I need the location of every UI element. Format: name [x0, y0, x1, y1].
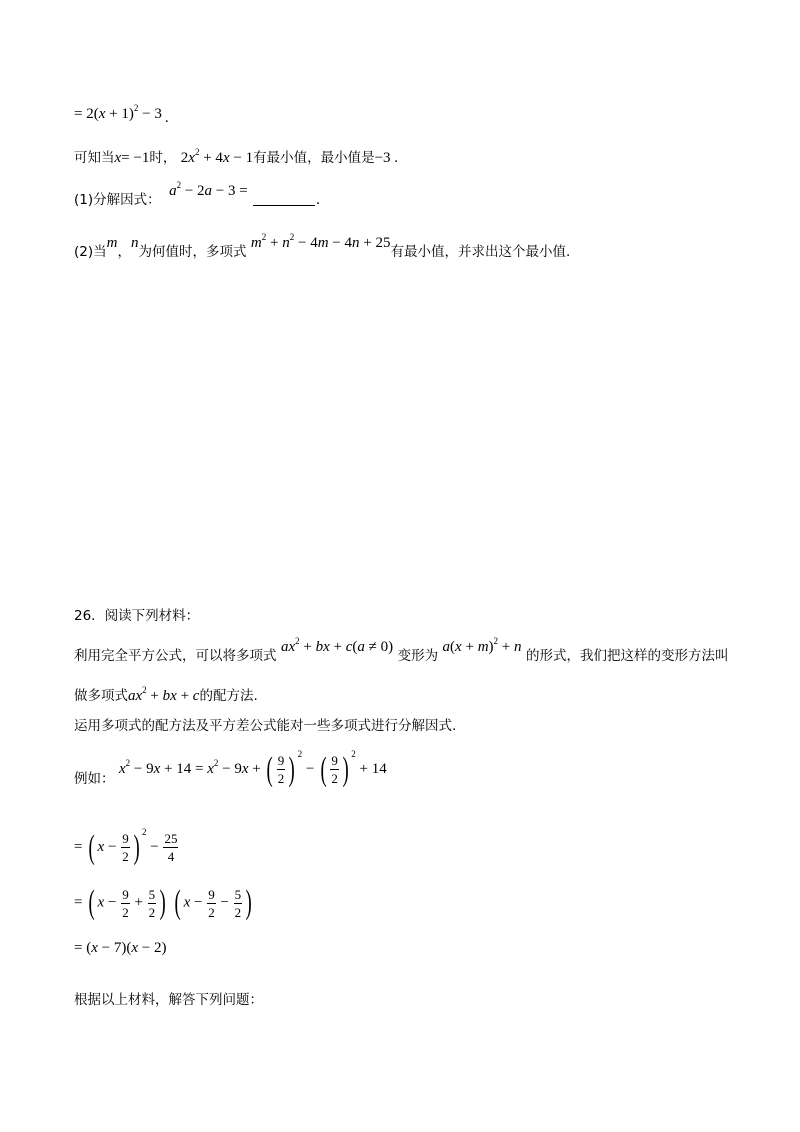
question-number: 26．	[74, 608, 105, 624]
conclusion-prompt: 根据以上材料，解答下列问题：	[74, 992, 263, 1008]
material-paragraph-1: 利用完全平方公式，可以将多项式 $ax^2$ + bx + c(a ≠ 0) 变形为 $a(x + m)^2 + n$ 的形式，我们把这样的变形方法叫	[74, 636, 729, 664]
material-paragraph-2: 做多项式$ax^2$ + bx + c的配方法.	[74, 685, 258, 704]
example-line-3: = ( x − $\frac{9}{2}$ + $\frac{5}{2}$ ) ( x − $\frac{9}{2}$ − $\frac{5}{2}$ )	[74, 884, 252, 921]
question-2: (2)当m，n为何值时，多项式 $m^2 + n^2 - 4m - 4n + 25$有最小值，并求出这个最小值.	[74, 232, 571, 260]
example-line-4: = (x − 7)(x − 2)	[74, 940, 167, 956]
example-line-1: 例如： $x^2 - 9x + 14 = x^2 - 9x$ + ( $\frac{9}{2}$ ) $^2$ − ( $\frac{9}{2}$ ) $^2$ + 14	[74, 749, 387, 788]
answer-blank[interactable]	[253, 191, 315, 206]
material-paragraph-3: 运用多项式的配方法及平方差公式能对一些多项式进行分解因式.	[74, 718, 457, 734]
question-26-heading	[74, 606, 199, 626]
example-label: 例如：	[74, 771, 115, 787]
derivation-line-1: = $2(x + 1)^2 - 3$ .	[74, 103, 169, 126]
question-1: (1)分解因式： $a^2 - 2a - 3$ = .	[74, 180, 320, 208]
minimum-statement: 可知当x= −1时， $2x^2 + 4x - 1$有最小值，最小值是−3 .	[74, 147, 399, 166]
question-1-label: (1)分解因式：	[74, 192, 161, 208]
example-line-2: = ( x − $\frac{9}{2}$ ) $^2$ − $\frac{25}{4}$	[74, 827, 178, 866]
question-title: 阅读下列材料：	[104, 608, 200, 624]
